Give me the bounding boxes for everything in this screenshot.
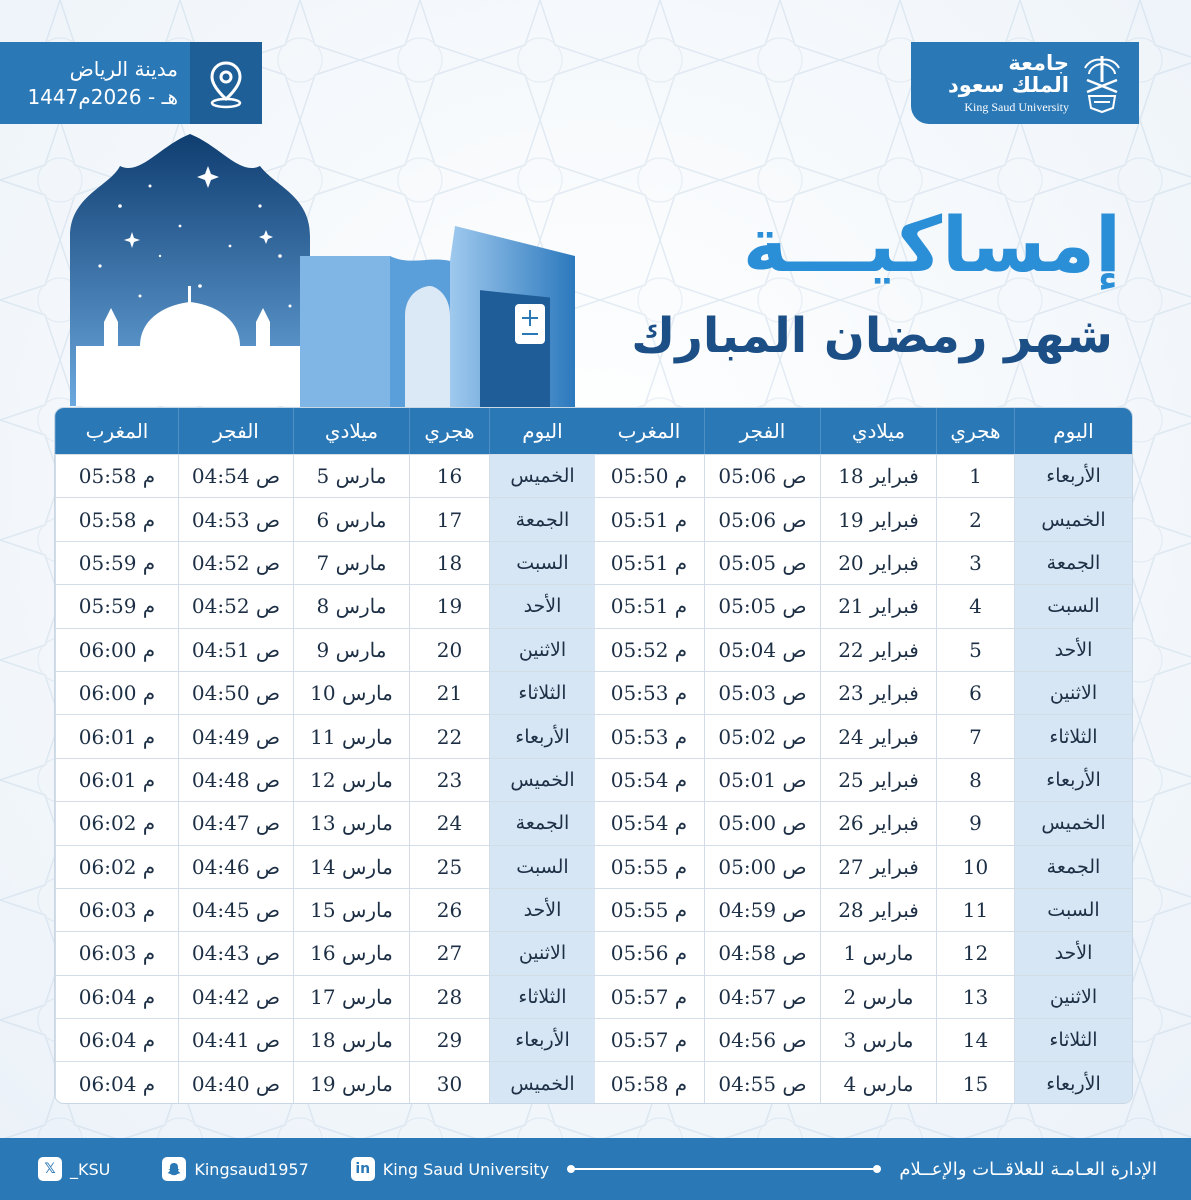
cell-day: الأربعاء — [1014, 759, 1132, 801]
snapchat-ghost-icon — [162, 1157, 186, 1181]
cell-hijri: 20 — [409, 629, 489, 671]
cell-hijri: 26 — [409, 889, 489, 931]
cell-gregorian: 27 فبراير — [820, 846, 936, 888]
table-row — [593, 931, 1132, 974]
table-row — [55, 975, 595, 1018]
table-row — [593, 454, 1132, 497]
cell-day: الخميس — [1014, 498, 1132, 540]
table-row — [55, 758, 595, 801]
cell-maghrib: 05:51 م — [593, 498, 704, 540]
cell-hijri: 19 — [409, 585, 489, 627]
cell-hijri: 23 — [409, 759, 489, 801]
cell-maghrib: 05:53 م — [593, 715, 704, 757]
cell-hijri: 3 — [936, 542, 1014, 584]
cell-maghrib: 06:02 م — [55, 846, 178, 888]
cell-day: الأحد — [1014, 932, 1132, 974]
cell-hijri: 29 — [409, 1019, 489, 1061]
page-title: إمساكيـــة — [742, 200, 1121, 289]
cell-day: الاثنين — [1014, 672, 1132, 714]
cell-day: السبت — [489, 542, 595, 584]
cell-gregorian: 5 مارس — [293, 455, 409, 497]
table-row — [593, 671, 1132, 714]
cell-day: الأربعاء — [1014, 455, 1132, 497]
cell-fajr: 04:49 ص — [178, 715, 293, 757]
cell-hijri: 2 — [936, 498, 1014, 540]
location-pin-icon — [204, 57, 248, 109]
cell-gregorian: 9 مارس — [293, 629, 409, 671]
cell-gregorian: 25 فبراير — [820, 759, 936, 801]
cell-gregorian: 11 مارس — [293, 715, 409, 757]
cell-fajr: 04:51 ص — [178, 629, 293, 671]
cell-day: السبت — [489, 846, 595, 888]
cell-fajr: 04:56 ص — [704, 1019, 820, 1061]
header-gregorian: ميلادي — [820, 408, 936, 454]
cell-hijri: 21 — [409, 672, 489, 714]
cell-day: الأحد — [489, 585, 595, 627]
cell-hijri: 8 — [936, 759, 1014, 801]
table-row — [55, 454, 595, 497]
cell-day: الأربعاء — [489, 1019, 595, 1061]
cell-fajr: 05:00 ص — [704, 846, 820, 888]
table-row — [593, 888, 1132, 931]
cell-fajr: 04:45 ص — [178, 889, 293, 931]
cell-fajr: 05:06 ص — [704, 455, 820, 497]
table-row — [55, 628, 595, 671]
cell-hijri: 9 — [936, 802, 1014, 844]
header-maghrib: المغرب — [593, 408, 704, 454]
cell-gregorian: 14 مارس — [293, 846, 409, 888]
cell-hijri: 13 — [936, 976, 1014, 1018]
cell-maghrib: 06:02 م — [55, 802, 178, 844]
cell-fajr: 05:01 ص — [704, 759, 820, 801]
cell-day: الثلاثاء — [489, 672, 595, 714]
cell-maghrib: 06:04 م — [55, 1062, 178, 1104]
cell-hijri: 28 — [409, 976, 489, 1018]
mosque-book-illustration — [60, 126, 600, 416]
cell-maghrib: 05:59 م — [55, 585, 178, 627]
page-subtitle: شهر رمضان المبارك — [631, 308, 1113, 364]
header-hijri: هجري — [409, 408, 489, 454]
header-hijri: هجري — [936, 408, 1014, 454]
table-row — [593, 1061, 1132, 1104]
table-row — [55, 845, 595, 888]
cell-gregorian: 1 مارس — [820, 932, 936, 974]
table-row — [593, 758, 1132, 801]
cell-day: الجمعة — [489, 802, 595, 844]
cell-gregorian: 12 مارس — [293, 759, 409, 801]
cell-maghrib: 05:58 م — [593, 1062, 704, 1104]
cell-gregorian: 7 مارس — [293, 542, 409, 584]
cell-fajr: 04:58 ص — [704, 932, 820, 974]
table-row — [593, 1018, 1132, 1061]
cell-gregorian: 18 مارس — [293, 1019, 409, 1061]
header-fajr: الفجر — [178, 408, 293, 454]
cell-gregorian: 21 فبراير — [820, 585, 936, 627]
x-twitter-icon: 𝕏 — [38, 1157, 62, 1181]
table-row — [593, 628, 1132, 671]
cell-gregorian: 22 فبراير — [820, 629, 936, 671]
ksu-palm-swords-emblem-icon — [1079, 52, 1125, 114]
cell-fajr: 05:00 ص — [704, 802, 820, 844]
table-body-first-half — [593, 454, 1132, 1104]
cell-maghrib: 05:53 م — [593, 672, 704, 714]
cell-day: الاثنين — [1014, 976, 1132, 1018]
cell-maghrib: 05:59 م — [55, 542, 178, 584]
logo-arabic-line1: جامعة — [1008, 50, 1069, 75]
table-row — [593, 975, 1132, 1018]
table-row — [55, 931, 595, 974]
cell-gregorian: 24 فبراير — [820, 715, 936, 757]
cell-fajr: 04:57 ص — [704, 976, 820, 1018]
cell-fajr: 05:04 ص — [704, 629, 820, 671]
cell-fajr: 04:43 ص — [178, 932, 293, 974]
cell-day: الاثنين — [489, 629, 595, 671]
cell-day: الخميس — [489, 1062, 595, 1104]
table-row — [593, 801, 1132, 844]
cell-day: الأحد — [489, 889, 595, 931]
table-row — [55, 671, 595, 714]
cell-day: الخميس — [489, 759, 595, 801]
table-row — [55, 1018, 595, 1061]
header-maghrib: المغرب — [55, 408, 178, 454]
cell-day: الجمعة — [489, 498, 595, 540]
cell-hijri: 17 — [409, 498, 489, 540]
ksu-logo — [911, 42, 1139, 124]
cell-gregorian: 23 فبراير — [820, 672, 936, 714]
cell-fajr: 04:50 ص — [178, 672, 293, 714]
footer-x-link[interactable] — [38, 1157, 110, 1181]
header-fajr: الفجر — [704, 408, 820, 454]
cell-maghrib: 05:51 م — [593, 585, 704, 627]
cell-day: الأربعاء — [1014, 1062, 1132, 1104]
cell-day: الأربعاء — [489, 715, 595, 757]
cell-fajr: 04:46 ص — [178, 846, 293, 888]
cell-fajr: 04:52 ص — [178, 585, 293, 627]
header-gregorian: ميلادي — [293, 408, 409, 454]
cell-gregorian: 19 مارس — [293, 1062, 409, 1104]
cell-hijri: 16 — [409, 455, 489, 497]
cell-fajr: 04:41 ص — [178, 1019, 293, 1061]
x-handle: _KSU — [70, 1159, 111, 1179]
cell-maghrib: 06:03 م — [55, 932, 178, 974]
cell-gregorian: 19 فبراير — [820, 498, 936, 540]
cell-fajr: 04:54 ص — [178, 455, 293, 497]
cell-day: الثلاثاء — [489, 976, 595, 1018]
cell-gregorian: 2 مارس — [820, 976, 936, 1018]
cell-hijri: 25 — [409, 846, 489, 888]
header-day: اليوم — [489, 408, 595, 454]
snapchat-handle: Kingsaud1957 — [194, 1159, 309, 1179]
table-row — [55, 584, 595, 627]
table-row — [593, 584, 1132, 627]
cell-gregorian: 18 فبراير — [820, 455, 936, 497]
cell-hijri: 7 — [936, 715, 1014, 757]
cell-day: الثلاثاء — [1014, 1019, 1132, 1061]
cell-fajr: 05:03 ص — [704, 672, 820, 714]
footer-bar — [0, 1138, 1191, 1200]
cell-hijri: 15 — [936, 1062, 1014, 1104]
cell-maghrib: 05:50 م — [593, 455, 704, 497]
cell-maghrib: 05:54 م — [593, 802, 704, 844]
cell-gregorian: 20 فبراير — [820, 542, 936, 584]
cell-maghrib: 06:00 م — [55, 629, 178, 671]
cell-maghrib: 06:01 م — [55, 715, 178, 757]
logo-arabic-line2: الملك سعود — [947, 72, 1069, 97]
cell-hijri: 22 — [409, 715, 489, 757]
cell-hijri: 14 — [936, 1019, 1014, 1061]
cell-gregorian: 15 مارس — [293, 889, 409, 931]
cell-maghrib: 06:04 م — [55, 976, 178, 1018]
table-row — [55, 801, 595, 844]
cell-maghrib: 05:55 م — [593, 889, 704, 931]
city-year-box — [0, 42, 262, 124]
cell-fajr: 04:42 ص — [178, 976, 293, 1018]
cell-maghrib: 05:57 م — [593, 1019, 704, 1061]
cell-hijri: 5 — [936, 629, 1014, 671]
cell-fajr: 04:48 ص — [178, 759, 293, 801]
table-row — [55, 1061, 595, 1104]
cell-gregorian: 26 فبراير — [820, 802, 936, 844]
cell-day: الاثنين — [489, 932, 595, 974]
table-first-half — [593, 408, 1132, 1104]
cell-hijri: 1 — [936, 455, 1014, 497]
cell-day: السبت — [1014, 889, 1132, 931]
cell-maghrib: 05:58 م — [55, 455, 178, 497]
footer-divider — [571, 1168, 877, 1170]
table-row — [593, 714, 1132, 757]
cell-hijri: 6 — [936, 672, 1014, 714]
cell-gregorian: 8 مارس — [293, 585, 409, 627]
cell-maghrib: 06:04 م — [55, 1019, 178, 1061]
cell-fajr: 04:55 ص — [704, 1062, 820, 1104]
cell-maghrib: 05:51 م — [593, 542, 704, 584]
table-row — [55, 497, 595, 540]
cell-day: الجمعة — [1014, 846, 1132, 888]
city-name: مدينة الرياض — [69, 57, 178, 81]
cell-maghrib: 06:00 م — [55, 672, 178, 714]
cell-fajr: 05:05 ص — [704, 585, 820, 627]
cell-hijri: 4 — [936, 585, 1014, 627]
table-header-row — [593, 408, 1132, 454]
cell-maghrib: 05:56 م — [593, 932, 704, 974]
cell-day: الجمعة — [1014, 542, 1132, 584]
cell-maghrib: 05:52 م — [593, 629, 704, 671]
linkedin-icon: in — [351, 1157, 375, 1181]
table-header-row — [55, 408, 595, 454]
cell-hijri: 10 — [936, 846, 1014, 888]
cell-maghrib: 05:54 م — [593, 759, 704, 801]
table-row — [593, 497, 1132, 540]
cell-fajr: 04:40 ص — [178, 1062, 293, 1104]
cell-fajr: 04:52 ص — [178, 542, 293, 584]
linkedin-handle: King Saud University — [382, 1159, 550, 1179]
cell-hijri: 11 — [936, 889, 1014, 931]
cell-maghrib: 05:58 م — [55, 498, 178, 540]
cell-gregorian: 13 مارس — [293, 802, 409, 844]
cell-maghrib: 06:03 م — [55, 889, 178, 931]
footer-department: الإدارة العـامـة للعلاقــات والإعــلام — [899, 1158, 1157, 1180]
cell-hijri: 12 — [936, 932, 1014, 974]
cell-fajr: 04:47 ص — [178, 802, 293, 844]
cell-fajr: 05:02 ص — [704, 715, 820, 757]
cell-day: الخميس — [1014, 802, 1132, 844]
cell-maghrib: 06:01 م — [55, 759, 178, 801]
cell-hijri: 24 — [409, 802, 489, 844]
cell-gregorian: 16 مارس — [293, 932, 409, 974]
cell-day: السبت — [1014, 585, 1132, 627]
cell-hijri: 18 — [409, 542, 489, 584]
cell-gregorian: 17 مارس — [293, 976, 409, 1018]
table-row — [55, 888, 595, 931]
footer-snapchat-link[interactable] — [162, 1157, 308, 1181]
table-row — [593, 541, 1132, 584]
cell-day: الأحد — [1014, 629, 1132, 671]
cell-fajr: 04:59 ص — [704, 889, 820, 931]
header-day: اليوم — [1014, 408, 1132, 454]
cell-fajr: 04:53 ص — [178, 498, 293, 540]
cell-gregorian: 10 مارس — [293, 672, 409, 714]
table-body-second-half — [55, 454, 595, 1104]
cell-gregorian: 4 مارس — [820, 1062, 936, 1104]
cell-day: الخميس — [489, 455, 595, 497]
cell-hijri: 30 — [409, 1062, 489, 1104]
year-label: 1447هـ - 2026م — [27, 85, 178, 109]
cell-hijri: 27 — [409, 932, 489, 974]
cell-gregorian: 28 فبراير — [820, 889, 936, 931]
cell-day: الثلاثاء — [1014, 715, 1132, 757]
table-row — [593, 845, 1132, 888]
cell-maghrib: 05:57 م — [593, 976, 704, 1018]
table-second-half — [55, 408, 595, 1104]
cell-fajr: 05:06 ص — [704, 498, 820, 540]
cell-gregorian: 6 مارس — [293, 498, 409, 540]
cell-gregorian: 3 مارس — [820, 1019, 936, 1061]
logo-english: King Saud University — [964, 99, 1069, 114]
table-row — [55, 541, 595, 584]
cell-fajr: 05:05 ص — [704, 542, 820, 584]
cell-maghrib: 05:55 م — [593, 846, 704, 888]
imsakia-table — [54, 407, 1133, 1104]
table-row — [55, 714, 595, 757]
footer-linkedin-link[interactable] — [351, 1157, 549, 1181]
